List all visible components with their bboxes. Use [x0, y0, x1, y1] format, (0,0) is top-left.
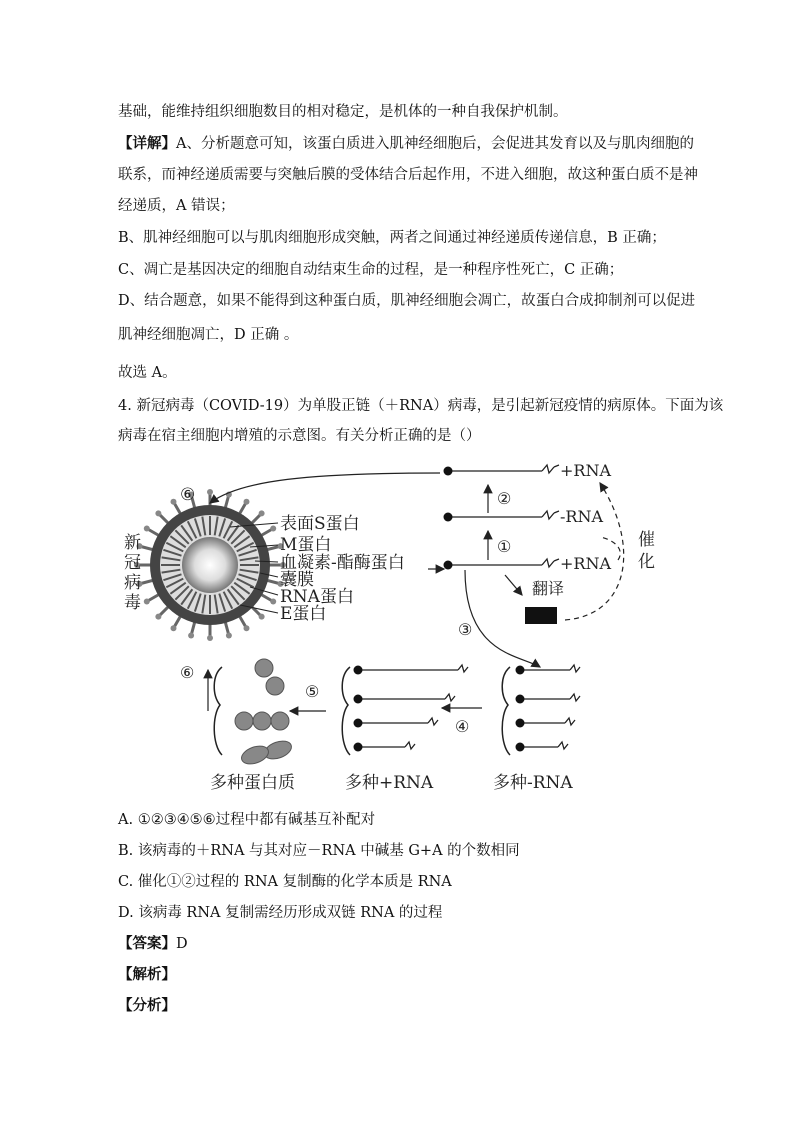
catalyze-char: 化 [638, 552, 655, 572]
text-line: 基础，能维持组织细胞数目的相对稳定，是机体的一种自我保护机制。 [118, 104, 568, 120]
text-line: C、凋亡是基因决定的细胞自动结束生命的过程，是一种程序性死亡，C 正确； [118, 262, 624, 278]
fenxi-line [118, 996, 176, 1016]
question-line: 病毒在宿主细胞内增殖的示意图。有关分析正确的是（） [118, 428, 481, 444]
part-label: RNA蛋白 [280, 587, 354, 607]
step-label: ① [497, 537, 512, 556]
part-label: 表面S蛋白 [280, 514, 360, 534]
step-label: ③ [458, 620, 473, 639]
virus-icon [134, 489, 286, 641]
virus-replication-diagram [110, 455, 670, 800]
section-tag: 【答案】 [118, 936, 176, 952]
text-line: 肌神经细胞凋亡，D 正确 。 [118, 327, 299, 343]
text-line [118, 134, 694, 154]
section-tag: 【解析】 [118, 967, 176, 983]
step-label: ② [497, 489, 512, 508]
option-b: B. 该病毒的＋RNA 与其对应－RNA 中碱基 G+A 的个数相同 [118, 843, 520, 859]
text-line: 联系，而神经递质需要与突触后膜的受体结合后起作用，不进入细胞，故这种蛋白质不是神 [118, 167, 698, 183]
step-label: ⑥ [180, 663, 195, 682]
question-line: 4. 新冠病毒（COVID-19）为单股正链（＋RNA）病毒，是引起新冠疫情的病原体。下面为该 [118, 398, 724, 414]
section-tag: 【分析】 [118, 998, 176, 1014]
step-label: ⑥ [180, 485, 196, 505]
text-line: D、结合题意，如果不能得到这种蛋白质，肌神经细胞会凋亡，故蛋白合成抑制剂可以促进 [118, 293, 696, 309]
group-label: 多种-RNA [493, 773, 573, 793]
part-label: M蛋白 [280, 535, 332, 555]
answer-line [118, 934, 188, 954]
virus-name-char: 新 [124, 533, 141, 553]
text-line: B、肌神经细胞可以与肌肉细胞形成突触，两者之间通过神经递质传递信息，B 正确； [118, 230, 666, 246]
virus-name-char: 病 [124, 573, 141, 593]
virus-name-char: 冠 [124, 553, 141, 573]
part-label: E蛋白 [280, 604, 327, 624]
protein-shapes [235, 659, 294, 767]
part-label: 血凝素-酯酶蛋白 [280, 553, 405, 573]
catalyze-char: 催 [638, 530, 655, 550]
part-label: 囊膜 [280, 570, 314, 590]
group-label: 多种蛋白质 [210, 773, 295, 793]
option-a: A. ①②③④⑤⑥过程中都有碱基互补配对 [118, 812, 376, 828]
rna-label: +RNA [560, 554, 612, 573]
text-line: 故选 A。 [118, 365, 177, 381]
rna-label: -RNA [560, 507, 604, 526]
translate-label: 翻译 [532, 579, 565, 598]
text-line: 经递质，A 错误； [118, 198, 235, 214]
text-span: A、分析题意可知，该蛋白质进入肌神经细胞后，会促进其发育以及与肌肉细胞的 [176, 136, 694, 152]
option-d: D. 该病毒 RNA 复制需经历形成双链 RNA 的过程 [118, 905, 443, 921]
rna-label: +RNA [560, 461, 612, 480]
analysis-line [118, 965, 176, 985]
group-label: 多种+RNA [345, 773, 434, 793]
answer-value: D [176, 936, 188, 952]
step-label: ⑤ [305, 682, 320, 701]
protein-block [525, 607, 557, 624]
step-label: ④ [455, 717, 470, 736]
section-tag: 【详解】 [118, 136, 176, 152]
virus-name-char: 毒 [124, 593, 141, 613]
option-c: C. 催化①②过程的 RNA 复制酶的化学本质是 RNA [118, 874, 452, 890]
